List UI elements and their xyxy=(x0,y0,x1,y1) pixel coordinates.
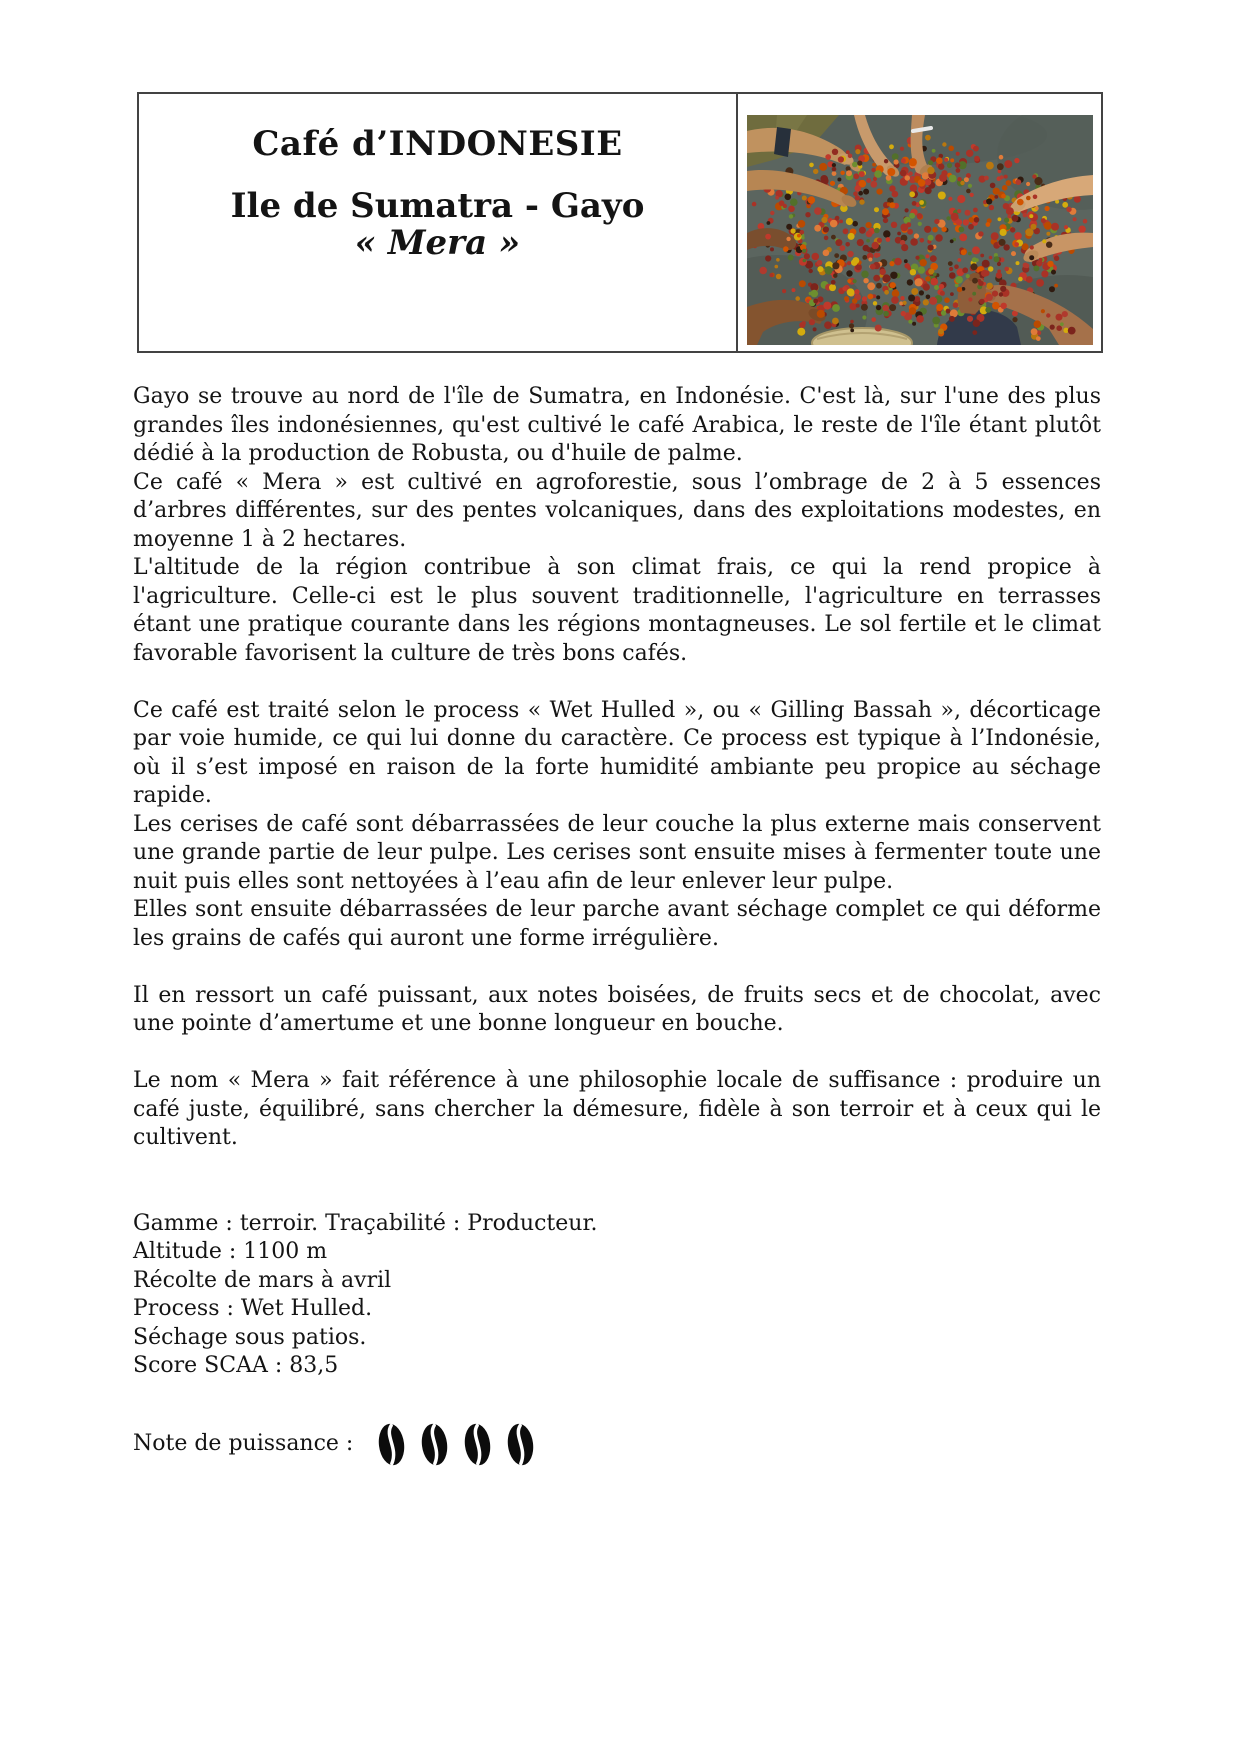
coffee-bean-icon xyxy=(420,1421,449,1468)
spec-process: Process : Wet Hulled. xyxy=(133,1296,373,1321)
paragraph: Les cerises de café sont débarrassées de leur couche la plus externe mais conservent une grande partie de leur pulpe. Les cerises sont ensuite mises à fermenter toute une nuit puis elles sont nettoyées à l’eau afin de leur enlever leur pulpe. xyxy=(133,811,1101,894)
body-text xyxy=(133,383,1101,1468)
blank-line xyxy=(133,668,1101,697)
spec-score-scaa: Score SCAA : 83,5 xyxy=(133,1353,339,1378)
page-subtitle: Ile de Sumatra - Gayo xyxy=(230,186,645,226)
paragraph: L'altitude de la région contribue à son climat frais, ce qui la rend propice à l'agriculture. Celle-ci est le plus souvent traditionnelle, l'agriculture en terrasses étant une pratique courante dans les régions montagneuses. Le sol fertile et le climat favorable favorisent la culture de très bons cafés. xyxy=(133,555,1101,666)
blank-line xyxy=(133,1153,1101,1210)
power-rating-row xyxy=(133,1421,1101,1468)
paragraph: Il en ressort un café puissant, aux notes boisées, de fruits secs et de chocolat, avec une pointe d’amertume et une bonne longueur en bouche. xyxy=(133,982,1101,1036)
coffee-bean-icon xyxy=(506,1421,535,1468)
spec-recolte: Récolte de mars à avril xyxy=(133,1267,392,1293)
power-rating-label: Note de puissance : xyxy=(133,1430,354,1456)
paragraph: Le nom « Mera » fait référence à une philosophie locale de suffisance : produire un café juste, équilibré, sans chercher la démesure, fidèle à son terroir et à ceux qui le cultivent. xyxy=(133,1068,1101,1150)
paragraph: Gayo se trouve au nord de l'île de Sumatra, en Indonésie. C'est là, sur l'une des plus grandes îles indonésiennes, qu'est cultivé le café Arabica, le reste de l'île étant plutôt dédié à la production de Robusta, ou d'huile de palme. xyxy=(133,384,1101,466)
spec-altitude: Altitude : 1100 m xyxy=(133,1239,328,1264)
paragraph: Elles sont ensuite débarrassées de leur parche avant séchage complet ce qui déforme les grains de cafés qui auront une forme irrégulière. xyxy=(133,897,1101,951)
paragraph: Ce café « Mera » est cultivé en agroforestie, sous l’ombrage de 2 à 5 essences d’arbres différentes, sur des pentes volcaniques, dans des exploitations modestes, en moyenne 1 à 2 hectares. xyxy=(133,469,1101,552)
variety-name: « Mera » xyxy=(354,223,521,263)
power-rating-beans xyxy=(377,1421,535,1468)
header-photo-cell xyxy=(738,94,1101,351)
page-title: Café d’INDONESIE xyxy=(252,124,623,164)
spec-sechage: Séchage sous patios. xyxy=(133,1324,367,1350)
coffee-bean-icon xyxy=(463,1421,492,1468)
paragraph: Ce café est traité selon le process « Wet Hulled », ou « Gilling Bassah », décorticage par voie humide, ce qui lui donne du caractère. Ce process est typique à l’Indonésie, où il s’est imposé en raison de la forte humidité ambiante peu propice au séchage rapide. xyxy=(133,697,1101,808)
header-box xyxy=(137,92,1103,353)
spec-gamme-tracabilite: Gamme : terroir. Traçabilité : Producteur. xyxy=(133,1210,598,1236)
blank-line xyxy=(133,953,1101,982)
header-titles xyxy=(139,94,738,351)
coffee-cherries-photo xyxy=(747,115,1093,345)
blank-line xyxy=(133,1039,1101,1068)
coffee-bean-icon xyxy=(377,1421,406,1468)
